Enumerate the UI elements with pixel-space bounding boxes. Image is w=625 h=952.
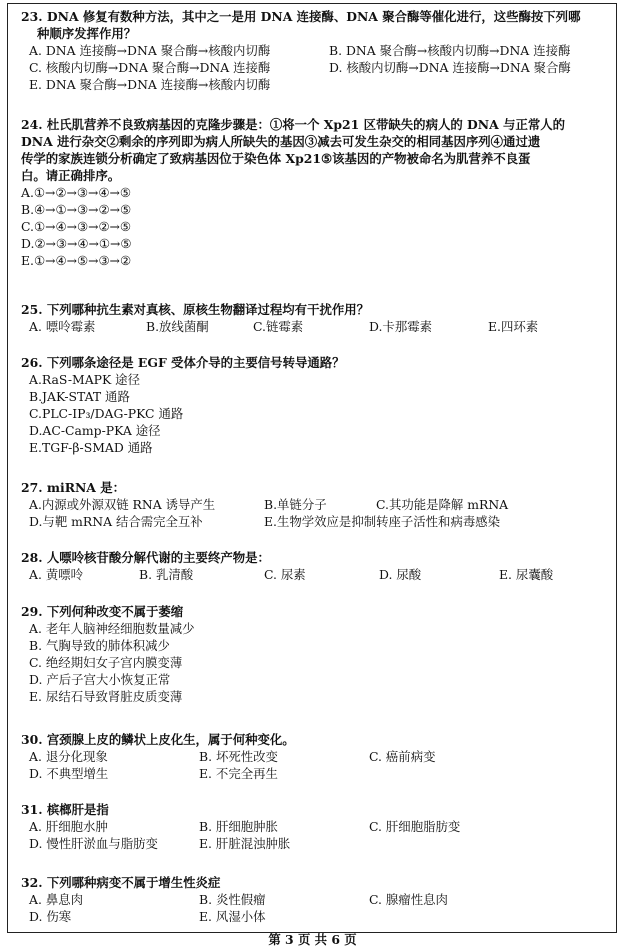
- option-e: E. 尿结石导致肾脏皮质变薄: [29, 689, 183, 704]
- option-b: B.单链分子: [264, 497, 327, 512]
- option-c: C. 癌前病变: [369, 749, 436, 764]
- option-c: C. 核酸内切酶→DNA 聚合酶→DNA 连接酶: [29, 60, 271, 75]
- option-e: E. 肝脏混浊肿胀: [199, 836, 291, 851]
- option-a: A.RaS-MAPK 途径: [29, 372, 140, 387]
- question-28: [21, 549, 608, 583]
- question-32-options-row1: [29, 891, 608, 908]
- question-26-stem: 26. 下列哪条途径是 EGF 受体介导的主要信号转导通路？: [21, 355, 345, 370]
- question-23-options: [29, 42, 608, 93]
- option-c: C. 绝经期妇女子宫内膜变薄: [29, 655, 183, 670]
- option-c: C. 腺瘤性息肉: [369, 892, 448, 907]
- option-b: B.④→①→③→②→⑤: [21, 202, 132, 217]
- question-30: [21, 731, 608, 782]
- option-d: D. 核酸内切酶→DNA 连接酶→DNA 聚合酶: [329, 60, 571, 75]
- question-28-options: [29, 566, 608, 583]
- question-31-options-row1: [29, 818, 608, 835]
- option-d: D. 不典型增生: [29, 766, 109, 781]
- question-27-stem: 27. miRNA 是：: [21, 480, 126, 495]
- exam-page: [7, 3, 617, 933]
- question-26: [21, 354, 608, 456]
- question-30-options-row1: [29, 748, 608, 765]
- option-a: A. DNA 连接酶→DNA 聚合酶→核酸内切酶: [29, 43, 271, 58]
- option-a: A.内源或外源双链 RNA 诱导产生: [29, 497, 216, 512]
- option-e: E.四环素: [488, 319, 539, 334]
- question-24-stem: 24. 杜氏肌营养不良致病基因的克隆步骤是：①将一个 Xp21 区带缺失的病人的 DNA 与正常人的 DNA 进行杂交②剩余的序列即为病人所缺失的基因③减去可发生杂交的相同基因序列④通过遗 传学的家族连锁分析确定了致病基因位于染色体 Xp21⑤该基因的产物被命名为肌营养不良蛋 白。请正确排序。: [21, 117, 566, 183]
- question-31-options-row2: [29, 835, 608, 852]
- option-d: D. 慢性肝淤血与脂肪变: [29, 836, 158, 851]
- question-25-stem: 25. 下列哪种抗生素对真核、原核生物翻译过程均有干扰作用？: [21, 302, 370, 317]
- option-b: B. 乳清酸: [139, 567, 194, 582]
- option-c: C.PLC-IP₃/DAG-PKC 通路: [29, 406, 184, 421]
- question-23-stem: 23. DNA 修复有数种方法，其中之一是用 DNA 连接酶、DNA 聚合酶等催化进行，这些酶按下列哪 种顺序发挥作用？: [21, 9, 581, 41]
- question-29: [21, 603, 608, 705]
- option-d: D. 伤寒: [29, 909, 72, 924]
- option-a: A. 老年人脑神经细胞数量减少: [29, 621, 195, 636]
- option-c: C. 尿素: [264, 567, 306, 582]
- option-b: B.JAK-STAT 通路: [29, 389, 130, 404]
- question-32-stem: 32. 下列哪种病变不属于增生性炎症: [21, 875, 221, 890]
- question-27-options-row2: [29, 513, 608, 530]
- option-d: D.AC-Camp-PKA 途径: [29, 423, 161, 438]
- question-30-options-row2: [29, 765, 608, 782]
- option-a: A. 鼻息肉: [29, 892, 83, 907]
- option-d: D.②→③→④→①→⑤: [21, 236, 132, 251]
- option-b: B. 肝细胞肿胀: [199, 819, 278, 834]
- option-b: B. DNA 聚合酶→核酸内切酶→DNA 连接酶: [329, 43, 571, 58]
- option-e: E.①→④→⑤→③→②: [21, 253, 132, 268]
- question-27: [21, 479, 608, 530]
- option-e: E. 风湿小体: [199, 909, 266, 924]
- option-c: C. 肝细胞脂肪变: [369, 819, 461, 834]
- option-d: D.与靶 mRNA 结合需完全互补: [29, 514, 203, 529]
- question-28-stem: 28. 人嘌呤核苷酸分解代谢的主要终产物是：: [21, 550, 270, 565]
- option-b: B. 气胸导致的肺体积减少: [29, 638, 170, 653]
- question-26-options: [29, 371, 608, 456]
- option-a: A. 退分化现象: [29, 749, 108, 764]
- question-30-stem: 30. 宫颈腺上皮的鳞状上皮化生，属于何种变化。: [21, 732, 295, 747]
- option-d: D.卡那霉素: [369, 319, 432, 334]
- option-c: C.链霉素: [253, 319, 304, 334]
- option-e: E.生物学效应是抑制转座子活性和病毒感染: [264, 514, 501, 529]
- question-29-stem: 29. 下列何种改变不属于萎缩: [21, 604, 184, 619]
- option-b: B. 炎性假瘤: [199, 892, 266, 907]
- option-e: E.TGF-β-SMAD 通路: [29, 440, 153, 455]
- question-24-options: [21, 184, 608, 269]
- question-32-options-row2: [29, 908, 608, 925]
- question-32: [21, 874, 608, 925]
- option-c: C.其功能是降解 mRNA: [376, 497, 509, 512]
- option-e: E. 尿囊酸: [499, 567, 554, 582]
- option-e: E. DNA 聚合酶→DNA 连接酶→核酸内切酶: [29, 77, 271, 92]
- option-a: A. 肝细胞水肿: [29, 819, 108, 834]
- option-a: A. 嘌呤霉素: [29, 319, 96, 334]
- question-24: [21, 116, 608, 269]
- option-e: E. 不完全再生: [199, 766, 278, 781]
- option-d: D. 尿酸: [379, 567, 422, 582]
- option-b: B.放线菌酮: [146, 319, 209, 334]
- question-31: [21, 801, 608, 852]
- question-27-options-row1: [29, 496, 608, 513]
- option-c: C.①→④→③→②→⑤: [21, 219, 132, 234]
- question-25: [21, 301, 608, 335]
- page-number: 第 3 页 共 6 页: [268, 932, 357, 947]
- option-a: A.①→②→③→④→⑤: [21, 185, 131, 200]
- question-25-options: [29, 318, 608, 335]
- question-23: [21, 8, 608, 93]
- option-b: B. 坏死性改变: [199, 749, 278, 764]
- question-29-options: [29, 620, 608, 705]
- question-31-stem: 31. 槟榔肝是指: [21, 802, 109, 817]
- option-d: D. 产后子宫大小恢复正常: [29, 672, 171, 687]
- option-a: A. 黄嘌呤: [29, 567, 83, 582]
